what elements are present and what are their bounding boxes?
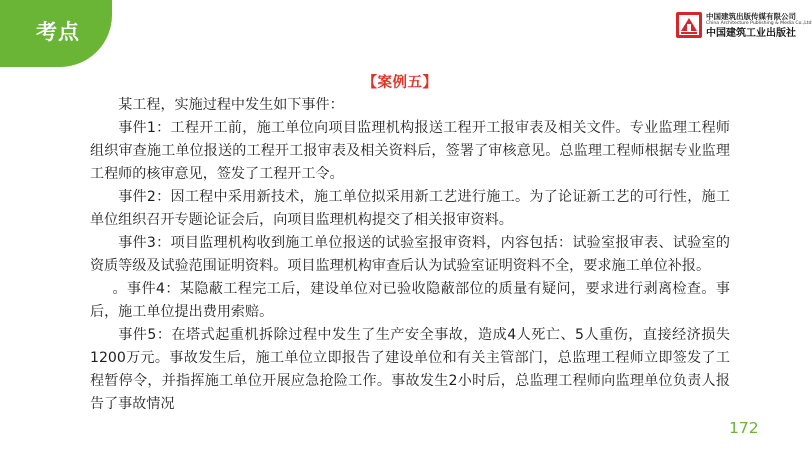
event-5-paragraph: 事件5：在塔式起重机拆除过程中发生了生产安全事故，造成4人死亡、5人重伤，直接经济损失1200万元。事故发生后，施工单位立即报告了建设单位和有关主管部门，总监理工程师立即签发了工程暂停令，并指挥施工单位开展应急抢险工作。事故发生2小时后，总监理工程师向监理单位负责人报告了事故情况	[90, 327, 730, 412]
section-tab	[0, 0, 120, 70]
event-4-paragraph: 。事件4：某隐蔽工程完工后，建设单位对已验收隐蔽部位的质量有疑问，要求进行剥离检查。事后，施工单位提出费用索赔。	[90, 281, 730, 320]
publisher-logo	[675, 8, 812, 42]
publisher-press-name: 中国建筑工业出版社	[706, 28, 796, 39]
case-body	[90, 94, 730, 416]
publisher-name-cn: 中国建筑出版传媒有限公司	[706, 12, 796, 21]
publisher-emblem-icon	[675, 11, 703, 39]
publisher-name-en: China Architecture Publishing & Media Co.,Ltd	[706, 21, 812, 26]
case-title: 【案例五】	[362, 75, 438, 91]
case-intro-paragraph: 某工程，实施过程中发生如下事件：	[118, 97, 344, 113]
event-2-paragraph: 事件2：因工程中采用新技术，施工单位拟采用新工艺进行施工。为了论证新工艺的可行性，施工单位组织召开专题论证会后，向项目监理机构提交了相关报审资料。	[90, 189, 730, 228]
section-tab-label: 考点	[36, 20, 80, 44]
page-number: 172	[729, 419, 759, 437]
event-3-paragraph: 事件3：项目监理机构收到施工单位报送的试验室报审资料，内容包括：试验室报审表、试验室的资质等级及试验范围证明资料。项目监理机构审查后认为试验室证明资料不全，要求施工单位补报。	[90, 235, 730, 274]
event-1-paragraph: 事件1：工程开工前，施工单位向项目监理机构报送工程开工报审表及相关文件。专业监理工程师组织审查施工单位报送的工程开工报审表及相关资料后，签署了审核意见。总监理工程师根据专业监理工程师的核审意见，签发了工程开工令。	[90, 120, 730, 182]
